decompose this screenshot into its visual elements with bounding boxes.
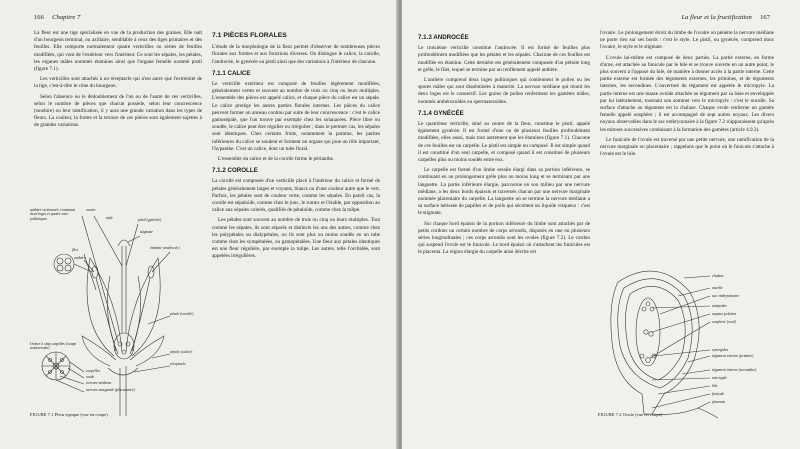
label-pistil: pistil (gynécée) bbox=[138, 218, 162, 222]
label-micropyle: micropyle bbox=[712, 376, 728, 380]
left-column-2 bbox=[212, 30, 380, 264]
figure-7-1-caption: FIGURE 7.1 Fleur typique (vue en coupe) bbox=[30, 412, 108, 417]
paragraph: Sur chaque bord épaissi de la portion inférieure du limbe sont attachés par de petits cordons un certain nombre de corps arrondis, disposés en une ou plusieurs séries longitudinales ; ces corps arrondis sont les ovules (figure 7.2). Le cordon qui suspend l'ovule est le funicule. Le bord épaissi où s'attachent les funicules est le placenta. La région élargie du carpelle ainsi décrite est bbox=[418, 220, 590, 256]
label-sepale: sépale (calice) bbox=[170, 350, 193, 354]
label-hile: hile bbox=[712, 384, 718, 388]
flower-illustration bbox=[30, 206, 202, 426]
inset-label-nervure-mediane: nervure médiane bbox=[86, 381, 112, 385]
inset-label-carpelles: carpelles bbox=[86, 369, 100, 373]
label-tegument-externe: tégument externe (primine) bbox=[712, 354, 754, 358]
figure-7-2 bbox=[598, 262, 778, 422]
left-chapter-title: Chapitre 7 bbox=[52, 14, 81, 21]
right-column-1 bbox=[418, 30, 590, 260]
paragraph: L'ovule lui-même est composé de deux parties. La partie externe, en forme d'urne, est attachée au funicule par le hile et se trouve ouverte en un autre point, le plus souvent à l'opposé du hile, de manière à donner accès à la partie interne. Cette partie externe est formée des téguments externes, les primines, et de téguments internes, les secondines. L'ouverture du tégument est appelée le micropyle. La partie interne est une masse ovoïde attachée au tégument par sa base et enveloppée par lui latéralement, tournant son sommet vers le micropyle : c'est le nucelle. Sa surface d'attache au tégument est la chalaze. Chaque ovule renferme un gamète femelle appelé oosphère ; il est accompagné de sept autres noyaux. Les divers noyaux observables dans le sac embryonnaire à la figure 7.2 n'apparaissent qu'après les mitoses successives conduisant à la formation des gamètes (article 4.9.3). bbox=[600, 54, 774, 133]
label-antipodes: antipodes bbox=[712, 304, 727, 308]
label-stigmate: stigmate bbox=[140, 230, 153, 234]
figure-7-1 bbox=[30, 206, 202, 426]
label-nucelle: nucelle bbox=[712, 286, 723, 290]
left-column-1 bbox=[34, 30, 202, 133]
label-oosphere: oosphère (ovul) bbox=[712, 320, 736, 324]
right-chapter-title: La fleur et la fructification bbox=[681, 14, 752, 21]
subsection-title-corolle: 7.1.2 COROLLE bbox=[212, 167, 258, 175]
left-header bbox=[34, 14, 80, 21]
paragraph: La corolle est composée d'un verticille placé à l'intérieur du calice et formé de pétales généralement larges et voyants, blancs ou d'une couleur autre que le vert. Parfois, les pétales sont de couleur verte, comme les sépales. En pareil cas, la corolle est sépaloïde, comme chez le jonc, le rumex et l'érable, par opposition au calice aux sépales colorés, qualifiés de pétaloïde, comme chez la tulipe. bbox=[212, 178, 380, 214]
label-anthere: anthère bbox=[74, 256, 86, 260]
left-page bbox=[0, 0, 398, 449]
paragraph: Selon l'absence ou le dédoublement de l'un ou de l'autre de ces verticilles, selon le nombre de pièces que chacun possède, selon leur concrescence (soudure) ou leur ramification, il y aura une grande variation dans les types de fleurs. La couleur, la forme et la texture de ces pièces sont également sujettes à de grandes variations. bbox=[34, 93, 202, 129]
inset-label-nervure-marginale: nervure marginale (placentaire) bbox=[86, 388, 135, 392]
right-page bbox=[402, 0, 800, 449]
label-sac-embryonnaire: sac embryonnaire bbox=[712, 294, 740, 298]
label-noyaux-polaires: noyaux polaires bbox=[712, 312, 737, 316]
paragraph: L'ensemble du calice et de la corolle forme le périanthe. bbox=[218, 156, 335, 163]
section-title: 7.1 PIÈCES FLORALES bbox=[212, 32, 287, 39]
paragraph: Les verticilles sont attachés à un réceptacle qui n'est autre que l'extrémité de la tige, c'est-à-dire le cône du bourgeon. bbox=[34, 76, 202, 90]
right-header bbox=[682, 14, 770, 21]
label-receptacle: réceptacle bbox=[170, 362, 186, 366]
label-filet: filet bbox=[72, 248, 78, 252]
paragraph: Le funicule de l'ovule est traversé par une petite nervure, une ramification de la nervure marginale ou placentaire ; rappelons que le point où le funicule s'attache à l'ovule est le hile. bbox=[600, 136, 774, 158]
label-placenta: placenta bbox=[712, 400, 726, 404]
paragraph: L'anthère comprend deux loges polliniques qui contiennent le pollen ou les spores mâles qui sont disséminées à maturité. La nervure médiane qui réunit les deux loges est le connectif. Les grains de pollen renferment les gamètes mâles, nommés anthérozoïdes ou spermatozoïdes. bbox=[418, 77, 590, 105]
paragraph: Le carpelle est formé d'un limbe sessile élargi dans sa portion inférieure, se continuant en un prolongement grêle plus ou moins long et se terminant par une languette. La partie inférieure élargie, parcourue en son milieu par une nervure médiane, a les deux bords épaissis et traversés chacun par une nervure marginale nommée placentaire du carpelle. La languette où se termine la nervure médiane a sa surface hérissée de papilles et de poils qui sécrètent un liquide visqueux : c'est le stigmate. bbox=[418, 167, 590, 217]
label-anther-section: anthère sectionnée, contenant deux loges et quatre sacs polliniques bbox=[30, 208, 76, 221]
paragraph: Le troisième verticille constitue l'androcée. Il est formé de feuilles plus profondément modifiées que les pétales et les sépales. Chacune de ces feuilles est modifiée en étamine. Cette dernière est généralement composée d'un pétiole long et grêle, le filet, lequel se termine par un renflement appelé anthère. bbox=[418, 45, 590, 73]
inset-label-ovule: ovule bbox=[86, 375, 95, 379]
inset-title: Ovaire à cinq carpelles (coupe transversale) bbox=[30, 342, 77, 351]
label-synergides: synergides bbox=[712, 348, 729, 352]
subsection-title-gynecee: 7.1.4 GYNÉCÉE bbox=[418, 109, 464, 117]
figure-7-2-caption: FIGURE 7.2 Ovule (vue en coupe) bbox=[598, 412, 663, 417]
subsection-title-androcee: 7.1.3 ANDROCÉE bbox=[418, 34, 469, 41]
paragraph: Les pétales sont souvent au nombre de trois ou cinq ou leurs multiples. Tout comme les sépales, ils sont séparés et distincts les uns des autres, comme chez les polypétales ou dialypétales, ou ils sont plus ou moins soudés en un tube comme chez les sympétalées, ou gamopétalées. Une fleur aux pétales identiques est une fleur régulière, par exemple la tulipe. Les autres, telle l'orchidée, sont appelées irrégulières. bbox=[212, 217, 380, 260]
ovule-illustration bbox=[598, 262, 778, 422]
label-chalaze: chalaze bbox=[712, 274, 724, 278]
label-petale: pétale (corolle) bbox=[170, 312, 194, 316]
paragraph: L'étude de la morphologie de la fleur permet d'observer de nombreuses pièces florales aux formes et aux fonctions diverses. On distingue le calice, la corolle, l'androcée, le gynécée ou pistil ainsi que des variations à l'intérieur de chacune. bbox=[212, 44, 380, 65]
paragraph: l'ovaire. Le prolongement étroit du limbe de l'ovaire où pénètre la nervure médiane ne porte rien sur ses bords : c'est le style. Le pistil, ou gynécée, comprend donc l'ovaire, le style et le stigmate. bbox=[600, 30, 774, 51]
subsection-title-calice: 7.1.1 CALICE bbox=[212, 69, 251, 77]
label-style: style bbox=[106, 216, 113, 220]
left-page-number: 166 bbox=[34, 14, 44, 21]
paragraph: Le quatrième verticille, situé au centre de la fleur, constitue le pistil, appelé également gynécée. Il est formé d'une ou de plusieurs feuilles profondément modifiées, elles aussi, mais tout autrement que les étamines (figure 7.1). Chacune de ces feuilles est un carpelle. Le pistil est simple ou composé. Il est simple quand il est constitué d'un seul carpelle, et composé quand il est constitué de plusieurs carpelles plus ou moins soudés entre eux. bbox=[418, 121, 590, 164]
paragraph: La fleur est une tige spécialisée en vue de la production des graines. Elle naît d'un bourgeon terminal, ou axillaire, semblable à ceux des tiges primaires et des feuilles. Elle comporte normalement quatre verticilles ou séries de feuilles modifiées, qui vont de l'extérieur vers l'intérieur. Ce sont les sépales, les pétales, les organes mâles nommés étamines ainsi que l'organe femelle nommé pistil (figure 7.1). bbox=[34, 30, 202, 73]
right-column-2 bbox=[600, 30, 774, 161]
label-funicule: funicule bbox=[712, 392, 725, 396]
paragraph: Le verticille extérieur est composé de feuilles légèrement modifiées, généralement vertes et souvent au nombre de trois ou cinq ou leurs multiples. L'ensemble des pièces est appelé calice, et chaque pièce du calice est un sépale. Le calice protège les autres parties florales internes. Les pièces du calice peuvent former un anneau continu par suite de leur concrescence : c'est le calice gamosépale, que l'on trouve par exemple chez les solanacées. Pièce libre ou soudée, le calice peut être régulier ou irrégulier ; dans le premier cas, les sépales sont identiques. Chez certains fruits, notamment la pomme, les parties inférieures du calice se soudent et forment un organe qui joue un rôle important, l'hypanthe. C'est un calice, dont un tube floral. bbox=[212, 81, 380, 152]
label-ovaire: ovaire bbox=[86, 208, 96, 212]
label-tegument-interne: tégument interne (secondine) bbox=[712, 368, 757, 372]
label-etamine: étamine (androcée) bbox=[150, 246, 180, 250]
right-page-number: 167 bbox=[760, 14, 770, 21]
